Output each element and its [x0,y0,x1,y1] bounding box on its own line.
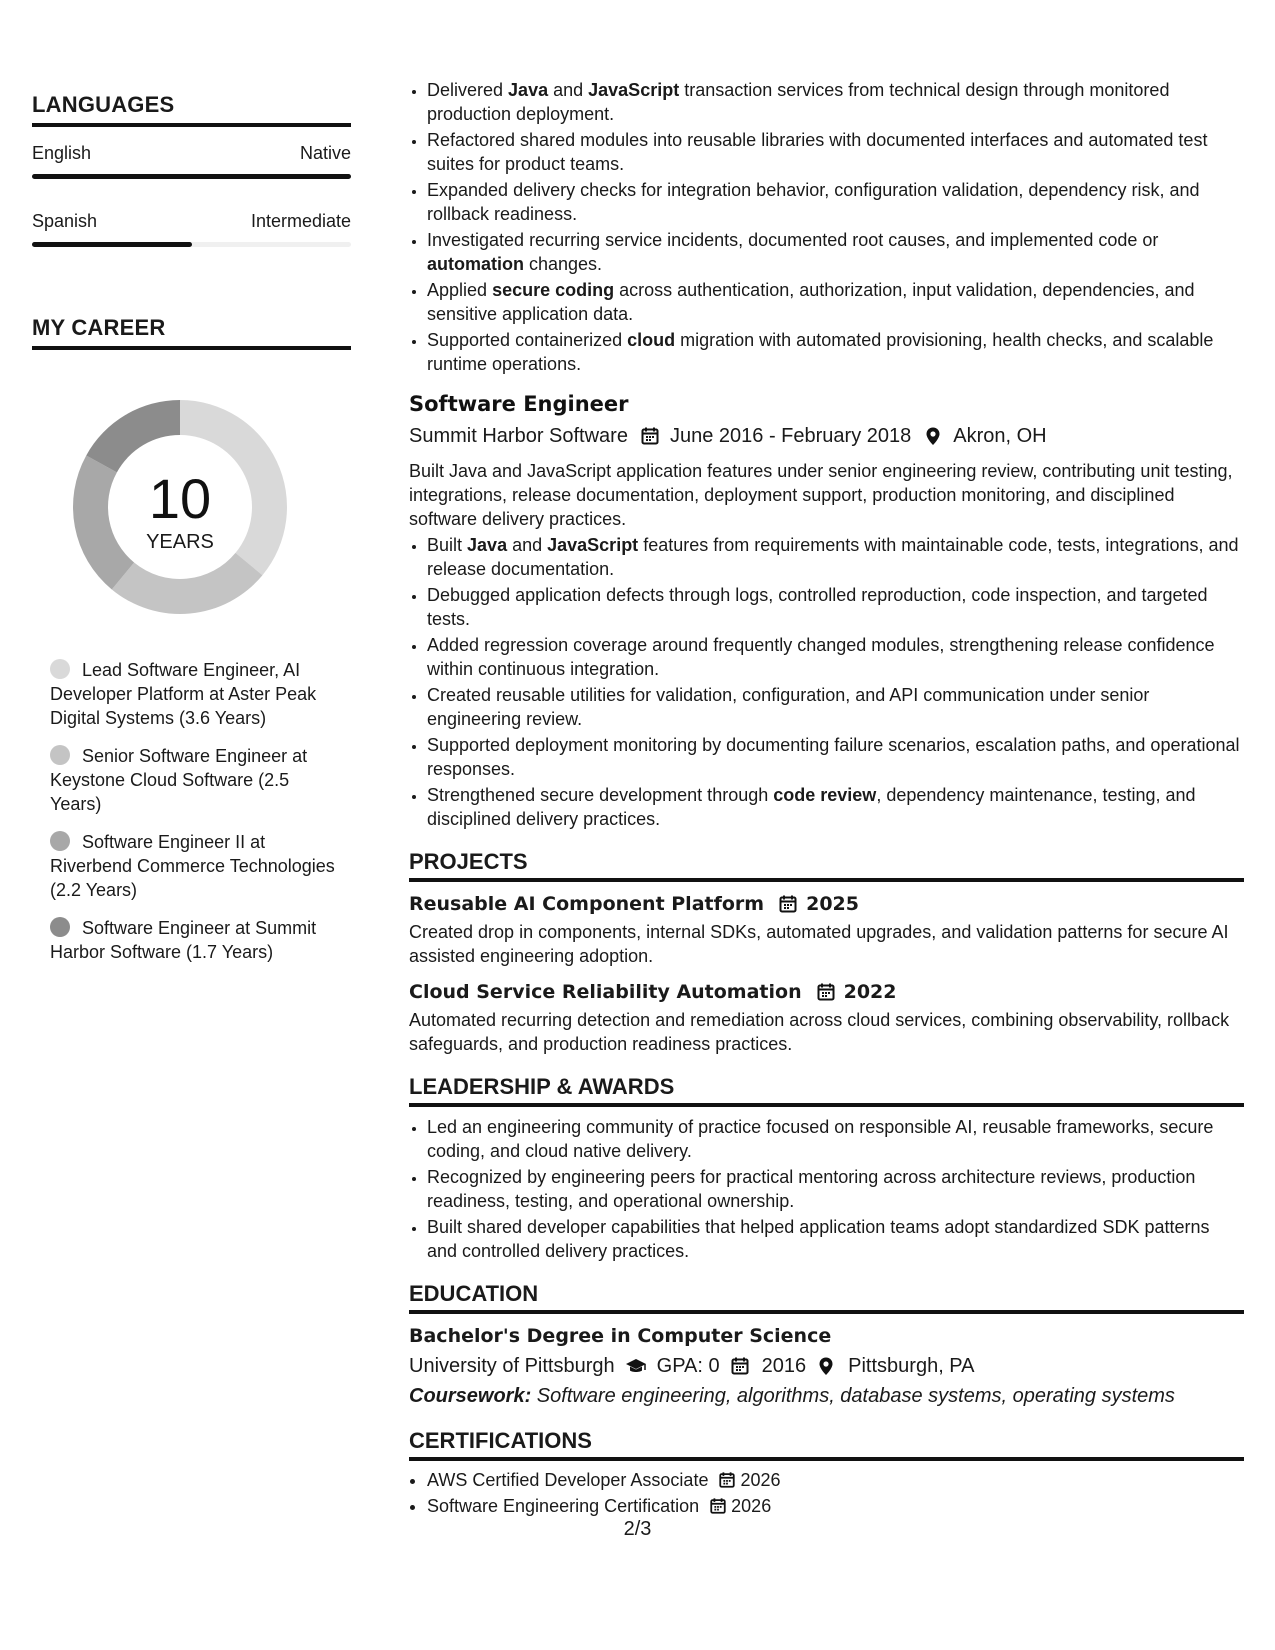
previous-job-bullets [409,78,1244,376]
career-total-number: 10 [148,467,212,530]
education-heading: EDUCATION [409,1281,1244,1314]
job-meta [409,422,1244,450]
career-heading: MY CAREER [32,315,351,350]
languages-heading: LANGUAGES [32,92,351,127]
project-title-row [409,978,1244,1006]
career-legend-item [50,744,340,816]
certification-year: 2026 [740,1470,781,1490]
graduation-cap-icon [625,1356,647,1376]
education-meta [409,1352,1244,1380]
bullet-item: • Supported containerized cloud migration with automated provisioning, health checks, and scalable runtime operations. [427,328,1244,376]
donut-slice [112,553,263,614]
job-title: Software Engineer [409,392,629,416]
language-item [32,209,351,247]
career-donut-chart [65,392,295,622]
coursework-label: Coursework: [409,1385,532,1407]
career-legend-item [50,916,340,964]
coursework [409,1382,1244,1410]
donut-slice [86,400,180,472]
bullet-item: • Strengthened secure development through code review, dependency maintenance, testing, and disciplined delivery practices. [427,783,1244,831]
career-legend-text: Software Engineer II at Riverbend Commerce Technologies (2.2 Years) [50,832,335,900]
certifications-heading: CERTIFICATIONS [409,1428,1244,1461]
bullet-item: • Supported deployment monitoring by documenting failure scenarios, escalation paths, and operational responses. [427,733,1244,781]
calendar-icon [640,426,660,446]
language-proficiency-bar [32,174,351,179]
career-legend-text: Senior Software Engineer at Keystone Cloud Software (2.5 Years) [50,746,308,814]
language-item [32,141,351,179]
calendar-icon [816,982,836,1002]
certification-name: AWS Certified Developer Associate [427,1470,709,1490]
certifications-list [409,1467,1244,1519]
career-legend-item [50,658,340,730]
language-name: English [32,143,92,163]
bullet-item: • Created reusable utilities for validation, configuration, and API communication under senior engineering review. [427,683,1244,731]
legend-swatch [50,659,70,679]
bullet-item: • Expanded delivery checks for integration behavior, configuration validation, dependency risk, and rollback readiness. [427,178,1244,226]
leadership-item: • Built shared developer capabilities that helped application teams adopt standardized SDK patterns and controlled delivery practices. [427,1215,1244,1263]
language-proficiency-fill [32,242,192,247]
job-dates: June 2016 - February 2018 [669,425,912,447]
leadership-heading: LEADERSHIP & AWARDS [409,1074,1244,1107]
project-year: 2022 [843,981,897,1003]
calendar-icon [778,894,798,914]
graduation-year: 2016 [761,1355,807,1377]
project-title: Cloud Service Reliability Automation [409,981,802,1003]
leadership-item: • Led an engineering community of practice focused on responsible AI, reusable frameworks, secure coding, and cloud native delivery. [427,1115,1244,1163]
projects-heading: PROJECTS [409,849,1244,882]
calendar-icon [730,1356,752,1376]
leadership-item: • Recognized by engineering peers for practical mentoring across architecture reviews, production readiness, testing, and operational ownership. [427,1165,1244,1213]
career-legend-item [50,830,340,902]
map-pin-icon [923,426,943,446]
career-legend-text: Software Engineer at Summit Harbor Software (1.7 Years) [50,918,317,962]
calendar-icon [718,1471,736,1489]
gpa: GPA: 0 [656,1355,720,1377]
bullet-item: • Built Java and JavaScript features from requirements with maintainable code, tests, integrations, and release documentation. [427,533,1244,581]
project-description: Automated recurring detection and remediation across cloud services, combining observability, rollback safeguards, and production readiness practices. [409,1010,1230,1054]
page-number: 2/3 [623,1518,652,1540]
career-total-unit: YEARS [146,531,214,553]
bullet-item: • Applied secure coding across authentication, authorization, input validation, dependencies, and sensitive application data. [427,278,1244,326]
school-location: Pittsburgh, PA [848,1355,975,1377]
calendar-icon [709,1497,727,1515]
certification-year: 2026 [731,1496,772,1516]
coursework-text: Software engineering, algorithms, database systems, operating systems [531,1385,1175,1407]
project-description: Created drop in components, internal SDKs, automated upgrades, and validation patterns for secure AI assisted engineering adoption. [409,922,1229,966]
legend-swatch [50,831,70,851]
project-title: Reusable AI Component Platform [409,893,765,915]
language-name: Spanish [32,211,98,231]
bullet-item: • Added regression coverage around frequently changed modules, strengthening release confidence within continuous integration. [427,633,1244,681]
project-year: 2025 [806,893,859,915]
bullet-item: • Delivered Java and JavaScript transaction services from technical design through monitored production deployment. [427,78,1244,126]
bullet-item: • Refactored shared modules into reusable libraries with documented interfaces and automated test suites for product teams. [427,128,1244,176]
degree-title: Bachelor's Degree in Computer Science [409,1325,832,1347]
map-pin-icon [816,1356,838,1376]
certification-name: Software Engineering Certification [427,1496,700,1516]
legend-swatch [50,745,70,765]
sidebar [32,92,351,978]
school-name: University of Pittsburgh [409,1355,615,1377]
job-company: Summit Harbor Software [409,425,628,447]
bullet-item: • Debugged application defects through logs, controlled reproduction, code inspection, and targeted tests. [427,583,1244,631]
career-legend-text: Lead Software Engineer, AI Developer Platform at Aster Peak Digital Systems (3.6 Years) [50,660,317,728]
job-description: Built Java and JavaScript application features under senior engineering review, contributing unit testing, integrations, release documentation, deployment support, production monitoring, and disciplined software delivery practices. [409,461,1233,529]
language-level: Native [299,143,351,163]
main-content [409,78,1244,1519]
job-bullets [409,533,1244,831]
language-level: Intermediate [250,211,351,231]
language-proficiency-bar [32,242,351,247]
job-location: Akron, OH [953,425,1047,447]
language-proficiency-fill [32,174,351,179]
leadership-list [409,1115,1244,1263]
certification-item [427,1493,1244,1519]
certification-item [427,1467,1244,1493]
legend-swatch [50,917,70,937]
bullet-item: • Investigated recurring service incidents, documented root causes, and implemented code or automation changes. [427,228,1244,276]
project-title-row [409,890,1244,918]
career-legend [50,658,340,964]
